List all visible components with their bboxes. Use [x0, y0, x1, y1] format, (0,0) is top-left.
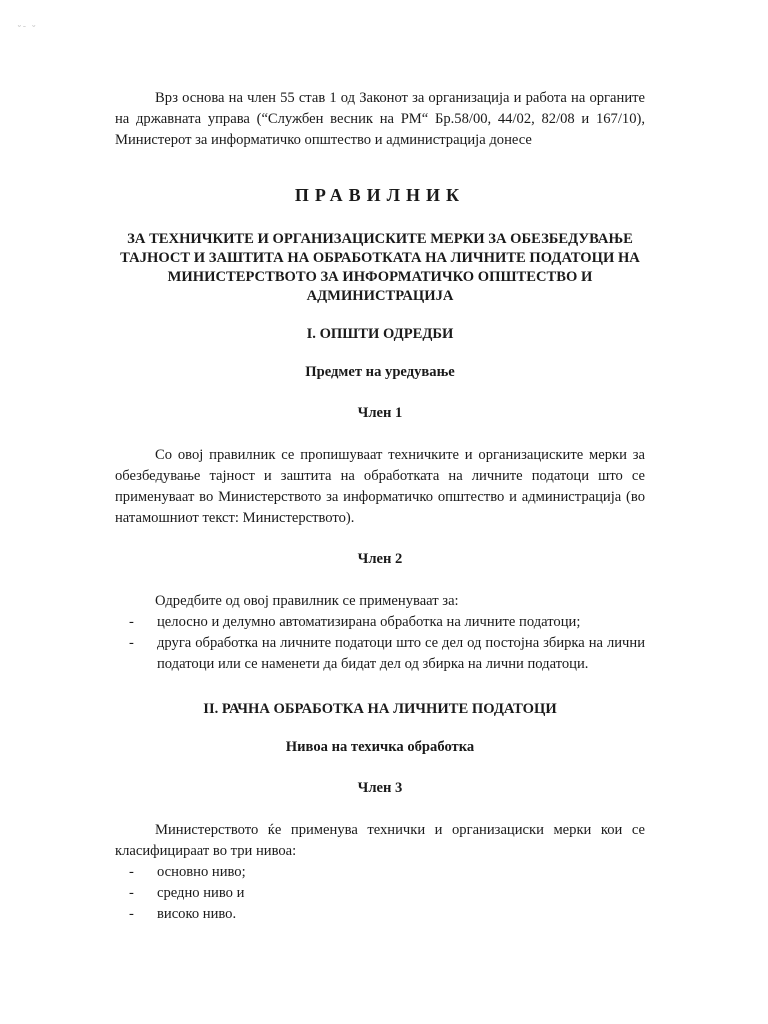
- list-item: - целосно и делумно автоматизирана обработка на личните податоци;: [115, 612, 645, 633]
- list-item: - високо ниво.: [115, 904, 645, 925]
- article-1-heading: Член 1: [357, 405, 403, 421]
- list-item: - средно ниво и: [115, 883, 645, 904]
- scan-artifact: ˘ˉ ˘: [18, 24, 38, 34]
- list-item: - основно ниво;: [115, 862, 645, 883]
- section-heading-general: I. ОПШТИ ОДРЕДБИ: [306, 326, 454, 342]
- subheading-subject: Предмет на уредување: [305, 364, 455, 380]
- document-page: [115, 88, 645, 949]
- section-heading-manual-processing: II. РАЧНА ОБРАБОТКА НА ЛИЧНИТЕ ПОДАТОЦИ: [203, 701, 557, 717]
- list-item: - друга обработка на личните податоци што се дел од постојна збирка на лични податоци или се наменети да бидат дел од збирка на лични податоци.: [115, 633, 645, 675]
- article-1-text: Со овој правилник се пропишуваат техничките и организациските мерки за обезбедување тајност и заштита на обработката на личните податоци што се применуваат во Министерството за информатичко општество и администрација (во натамошниот текст: Министерството).: [115, 447, 645, 526]
- article-2-list: [115, 612, 645, 675]
- document-subtitle: ЗА ТЕХНИЧКИТЕ И ОРГАНИЗАЦИСКИТЕ МЕРКИ ЗА ОБЕЗБЕДУВАЊЕ ТАЈНОСТ И ЗАШТИТА НА ОБРАБОТКАТА НА ЛИЧНИТЕ ПОДАТОЦИ НА МИНИСТЕРСТВОТО ЗА ИНФОРМАТИЧКО ОПШТЕСТВО И АДМИНИСТРАЦИЈА: [120, 231, 640, 304]
- article-3-heading: Член 3: [357, 780, 403, 796]
- preamble-paragraph: Врз основа на член 55 став 1 од Законот за организација и работа на органите на државната управа (“Службен весник на РМ“ Бр.58/00, 44/02, 82/08 и 167/10), Министерот за информатичко општество и администрација донесе: [115, 90, 645, 148]
- article-2-heading: Член 2: [357, 551, 403, 567]
- subheading-levels: Нивоа на техичка обработка: [285, 739, 475, 755]
- article-3-list: [115, 862, 645, 925]
- article-2-text: Одредбите од овој правилник се применуваат за:: [155, 593, 459, 609]
- article-3-text: Министерството ќе применува технички и организациски мерки кои се класифицираат во три нивоа:: [115, 822, 645, 859]
- document-title: ПРАВИЛНИК: [294, 185, 466, 205]
